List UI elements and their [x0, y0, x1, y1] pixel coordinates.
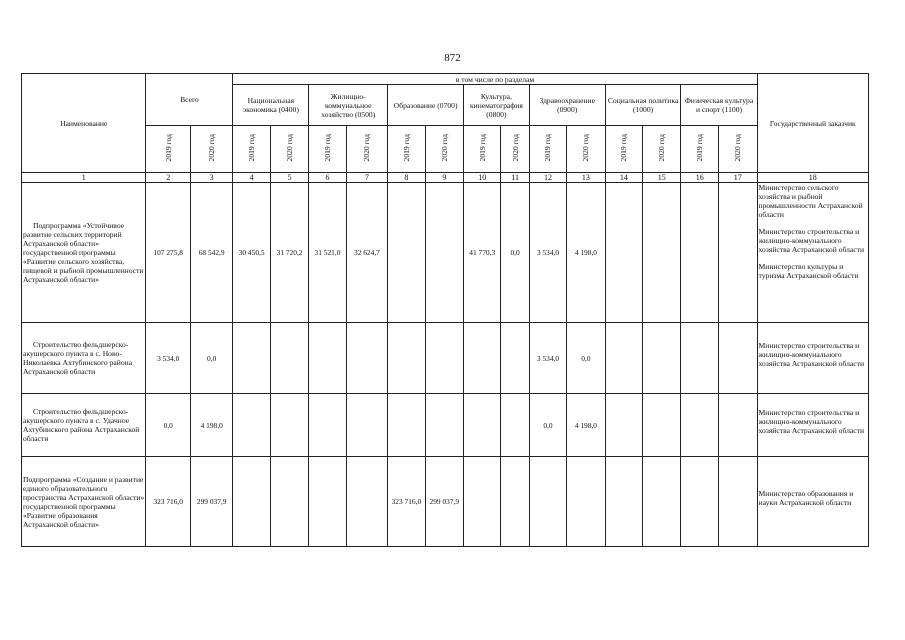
row-value: 0,0 — [190, 323, 232, 394]
row-value — [501, 457, 529, 547]
header-year-label: 2020 год — [510, 134, 520, 162]
header-year-label: 2020 год — [439, 134, 449, 162]
row-value — [346, 394, 387, 457]
row-value — [643, 323, 681, 394]
row-value — [309, 457, 346, 547]
header-total: Всего — [146, 74, 233, 126]
row-value: 3 534,0 — [529, 183, 566, 323]
column-number: 17 — [718, 173, 757, 183]
row-value: 31 521,0 — [309, 183, 346, 323]
header-section: Национальная экономика (0400) — [233, 85, 309, 126]
table-row — [22, 457, 869, 547]
row-value — [605, 457, 642, 547]
header-year — [643, 126, 681, 173]
header-year — [464, 126, 501, 173]
row-value: 4 198,0 — [567, 183, 605, 323]
header-sections-group: в том числе по разделам — [233, 74, 757, 85]
row-value — [605, 183, 642, 323]
row-value — [233, 323, 270, 394]
header-section: Культура, кинематография (0800) — [464, 85, 530, 126]
row-name: Подпрограмма «Создание и развитие единого образовательного пространства Астраханской области» государственной программы «Развитие образования Астраханской области» — [22, 457, 146, 547]
row-customer — [757, 183, 868, 323]
header-section: Социальная политика (1000) — [605, 85, 681, 126]
header-year-label: 2019 год — [619, 134, 629, 162]
header-year-label: 2020 год — [581, 134, 591, 162]
row-value — [681, 457, 718, 547]
header-year-label: 2019 год — [247, 134, 257, 162]
customer-entry: Министерство строительства и жилищно-коммунального хозяйства Астраханской области — [758, 340, 865, 368]
row-value — [309, 394, 346, 457]
column-number: 11 — [501, 173, 529, 183]
row-value — [567, 457, 605, 547]
row-value: 4 198,0 — [567, 394, 605, 457]
row-value: 31 720,2 — [270, 183, 308, 323]
row-value: 0,0 — [146, 394, 191, 457]
column-number: 8 — [388, 173, 425, 183]
header-section: Физическая культура и спорт (1100) — [681, 85, 757, 126]
row-value — [718, 183, 757, 323]
column-number: 12 — [529, 173, 566, 183]
column-number: 16 — [681, 173, 718, 183]
row-value — [605, 394, 642, 457]
row-value: 107 275,8 — [146, 183, 191, 323]
row-value — [464, 394, 501, 457]
row-value — [388, 183, 425, 323]
row-value: 41 770,3 — [464, 183, 501, 323]
row-customer — [757, 323, 868, 394]
header-year-label: 2020 год — [733, 134, 743, 162]
row-value — [718, 394, 757, 457]
customer-entry: Министерство культуры и туризма Астраханской области — [758, 262, 859, 280]
header-name: Наименование — [22, 74, 146, 173]
header-year — [146, 126, 191, 173]
header-year-label: 2020 год — [657, 134, 667, 162]
row-value — [681, 183, 718, 323]
row-value — [464, 323, 501, 394]
row-value — [718, 457, 757, 547]
column-number: 5 — [270, 173, 308, 183]
header-year — [190, 126, 232, 173]
row-value — [718, 323, 757, 394]
header-section: Образование (0700) — [388, 85, 464, 126]
column-number: 13 — [567, 173, 605, 183]
row-name: Строительство фельдшерско-акушерского пункта в с. Ново-Николаевка Ахтубинского района Астраханской области — [22, 323, 146, 394]
header-year — [501, 126, 529, 173]
header-year-label: 2020 год — [285, 134, 295, 162]
header-section: Жилищно-коммунальное хозяйство (0500) — [309, 85, 388, 126]
column-number: 15 — [643, 173, 681, 183]
row-value — [501, 323, 529, 394]
header-section: Здравоохранение (0900) — [529, 85, 605, 126]
row-name: Подпрограмма «Устойчивое развитие сельских территорий Астраханской области» государственной программы «Развитие сельского хозяйства, пищевой и рыбной промышленности Астраханской области» — [22, 183, 146, 323]
column-number: 4 — [233, 173, 270, 183]
row-value: 0,0 — [501, 183, 529, 323]
header-year — [233, 126, 270, 173]
row-value — [643, 183, 681, 323]
customer-entry: Министерство образования и науки Астраханской области — [758, 488, 854, 507]
row-value — [270, 457, 308, 547]
row-value — [270, 394, 308, 457]
column-number: 6 — [309, 173, 346, 183]
row-value — [233, 394, 270, 457]
column-number: 9 — [425, 173, 463, 183]
table-row — [22, 183, 869, 323]
row-value — [425, 183, 463, 323]
row-value — [346, 457, 387, 547]
header-year — [309, 126, 346, 173]
customer-entry: Министерство строительства и жилищно-коммунального хозяйства Астраханской области — [758, 407, 865, 435]
row-value: 32 624,7 — [346, 183, 387, 323]
column-number: 7 — [346, 173, 387, 183]
header-year-label: 2019 год — [695, 134, 705, 162]
row-value — [605, 323, 642, 394]
row-value — [643, 394, 681, 457]
header-year — [388, 126, 425, 173]
row-value: 4 198,0 — [190, 394, 232, 457]
row-value: 3 534,0 — [146, 323, 191, 394]
row-value — [464, 457, 501, 547]
row-value — [346, 323, 387, 394]
row-value — [643, 457, 681, 547]
page-number: 872 — [444, 52, 461, 64]
column-number: 2 — [146, 173, 191, 183]
header-year-label: 2019 год — [477, 134, 487, 162]
header-customer: Государственный заказчик — [757, 74, 868, 173]
row-value — [388, 394, 425, 457]
header-year-label: 2019 год — [543, 134, 553, 162]
row-value — [309, 323, 346, 394]
header-year — [718, 126, 757, 173]
row-value: 0,0 — [567, 323, 605, 394]
row-value — [425, 323, 463, 394]
row-value: 0,0 — [529, 394, 566, 457]
row-value: 323 716,0 — [388, 457, 425, 547]
header-year — [681, 126, 718, 173]
row-value — [681, 323, 718, 394]
column-number: 10 — [464, 173, 501, 183]
header-year — [567, 126, 605, 173]
header-year-label: 2019 год — [401, 134, 411, 162]
header-year — [270, 126, 308, 173]
header-year-label: 2020 год — [362, 134, 372, 162]
table-row — [22, 394, 869, 457]
header-year — [605, 126, 642, 173]
row-value: 3 534,0 — [529, 323, 566, 394]
header-year-label: 2020 год — [207, 134, 217, 162]
budget-table — [21, 73, 869, 547]
customer-entry: Министерство сельского хозяйства и рыбной промышленности Астраханской области — [758, 183, 863, 219]
row-value: 323 716,0 — [146, 457, 191, 547]
row-value — [270, 323, 308, 394]
row-value — [529, 457, 566, 547]
column-number: 1 — [22, 173, 146, 183]
column-number: 14 — [605, 173, 642, 183]
header-year — [346, 126, 387, 173]
row-customer — [757, 457, 868, 547]
header-year-label: 2019 год — [163, 134, 173, 162]
row-value — [501, 394, 529, 457]
row-value: 299 037,9 — [190, 457, 232, 547]
row-value: 30 450,5 — [233, 183, 270, 323]
row-value — [425, 394, 463, 457]
row-value: 68 542,9 — [190, 183, 232, 323]
row-value — [233, 457, 270, 547]
column-number: 3 — [190, 173, 232, 183]
customer-entry: Министерство строительства и жилищно-коммунального хозяйства Астраханской области — [758, 227, 865, 254]
table-row — [22, 323, 869, 394]
column-number: 18 — [757, 173, 868, 183]
row-value — [681, 394, 718, 457]
row-customer — [757, 394, 868, 457]
row-value — [388, 323, 425, 394]
row-value: 299 037,9 — [425, 457, 463, 547]
header-year — [529, 126, 566, 173]
header-year-label: 2019 год — [322, 134, 332, 162]
header-year — [425, 126, 463, 173]
row-name: Строительство фельдшерско-акушерского пункта в с. Удачное Ахтубинского района Астраханской области — [22, 394, 146, 457]
